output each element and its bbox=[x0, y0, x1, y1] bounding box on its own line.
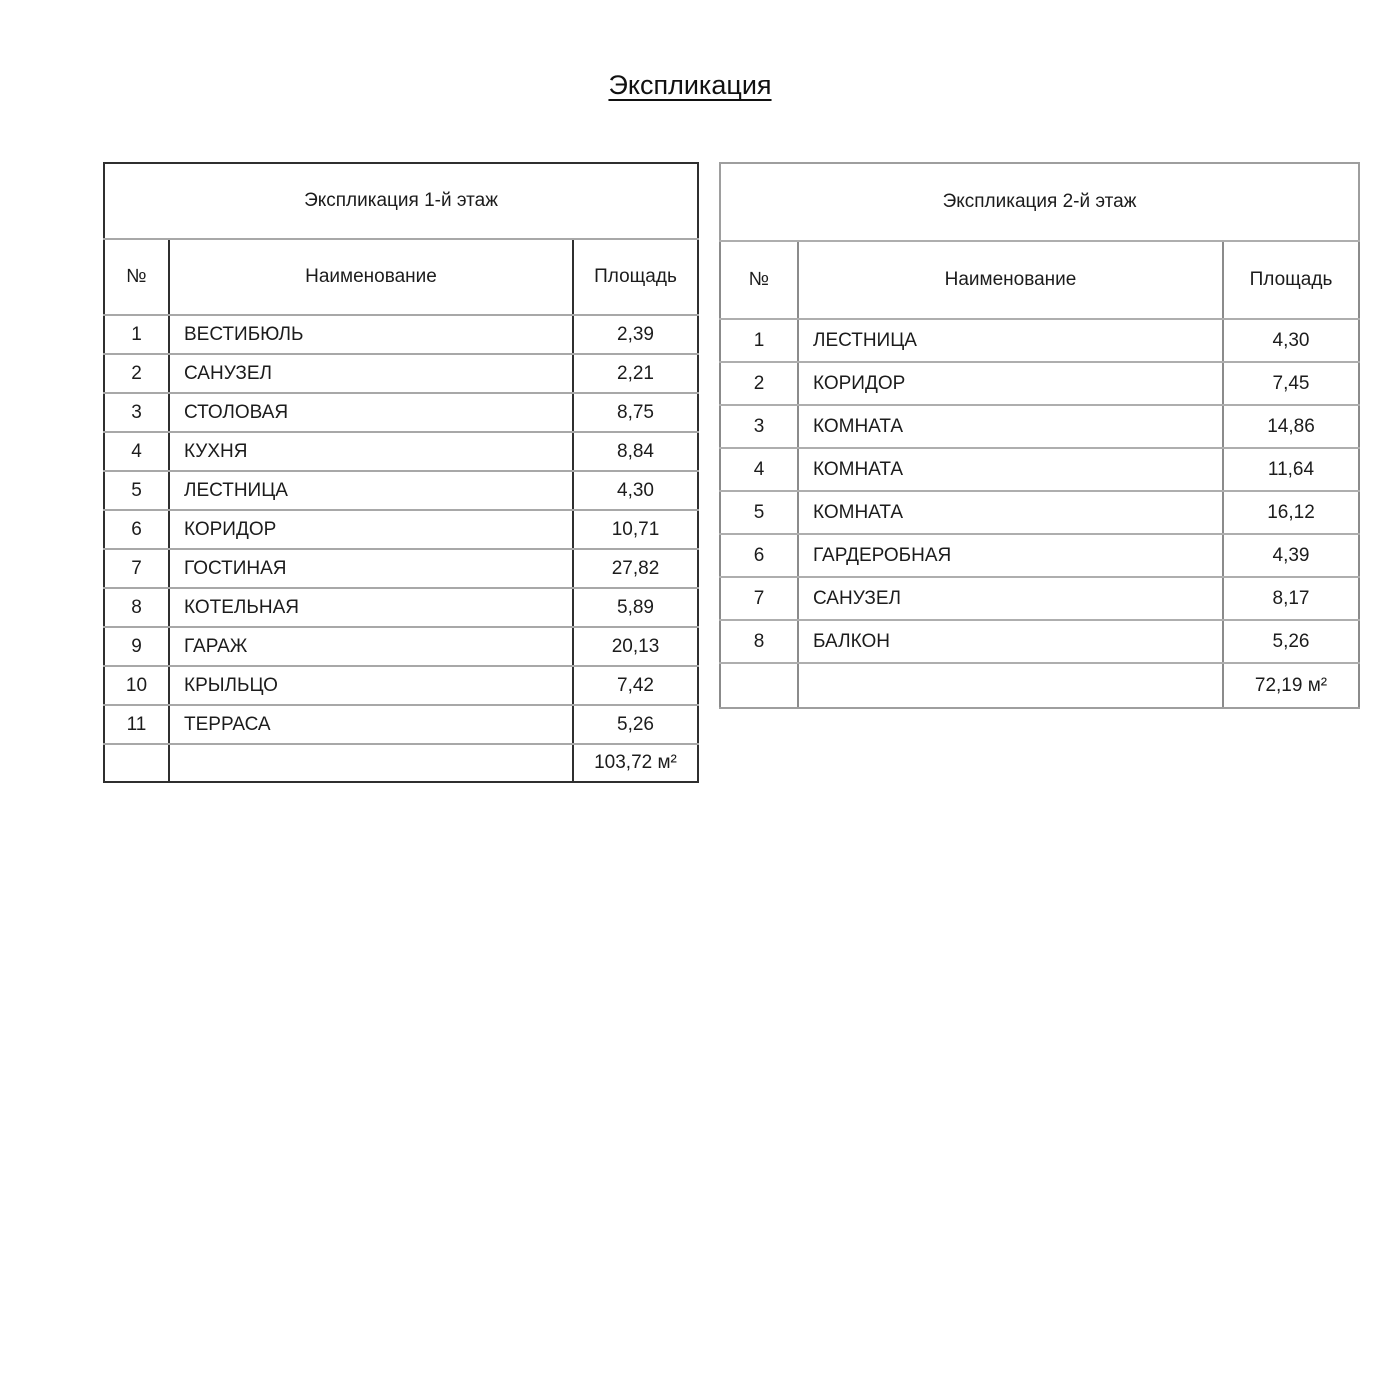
room-area: 4,30 bbox=[1223, 319, 1359, 362]
table-title-floor-2: Экспликация 2-й этаж bbox=[720, 163, 1359, 241]
table-row bbox=[104, 588, 698, 627]
table-title-row bbox=[104, 163, 698, 239]
table-row bbox=[104, 627, 698, 666]
room-area: 5,89 bbox=[573, 588, 698, 627]
row-number: 5 bbox=[104, 471, 169, 510]
room-area: 11,64 bbox=[1223, 448, 1359, 491]
column-header-number: № bbox=[720, 241, 798, 319]
table-row bbox=[104, 393, 698, 432]
explication-table-floor-2 bbox=[719, 162, 1360, 709]
table-row bbox=[720, 491, 1359, 534]
row-number: 3 bbox=[104, 393, 169, 432]
table-total-row bbox=[720, 663, 1359, 708]
table-title-row bbox=[720, 163, 1359, 241]
room-area: 5,26 bbox=[573, 705, 698, 744]
row-number: 2 bbox=[104, 354, 169, 393]
row-number: 5 bbox=[720, 491, 798, 534]
room-name: КОМНАТА bbox=[798, 405, 1223, 448]
total-row-empty-number bbox=[720, 663, 798, 708]
table-row bbox=[720, 362, 1359, 405]
room-area: 7,45 bbox=[1223, 362, 1359, 405]
room-name: ГАРДЕРОБНАЯ bbox=[798, 534, 1223, 577]
room-area: 8,75 bbox=[573, 393, 698, 432]
row-number: 8 bbox=[720, 620, 798, 663]
room-area: 20,13 bbox=[573, 627, 698, 666]
page-title: Экспликация bbox=[608, 70, 772, 100]
total-row-empty-name bbox=[798, 663, 1223, 708]
room-name: КОМНАТА bbox=[798, 448, 1223, 491]
room-area: 27,82 bbox=[573, 549, 698, 588]
row-number: 2 bbox=[720, 362, 798, 405]
room-name: КОТЕЛЬНАЯ bbox=[169, 588, 573, 627]
room-area: 8,84 bbox=[573, 432, 698, 471]
room-name: ВЕСТИБЮЛЬ bbox=[169, 315, 573, 354]
table-total-row bbox=[104, 744, 698, 782]
row-number: 3 bbox=[720, 405, 798, 448]
column-header-name: Наименование bbox=[169, 239, 573, 315]
room-name: ЛЕСТНИЦА bbox=[169, 471, 573, 510]
room-name: КОМНАТА bbox=[798, 491, 1223, 534]
row-number: 6 bbox=[720, 534, 798, 577]
table-row bbox=[720, 319, 1359, 362]
column-header-area: Площадь bbox=[573, 239, 698, 315]
room-area: 14,86 bbox=[1223, 405, 1359, 448]
row-number: 9 bbox=[104, 627, 169, 666]
table-row bbox=[104, 354, 698, 393]
table-row bbox=[104, 315, 698, 354]
table-row bbox=[720, 577, 1359, 620]
room-area: 4,39 bbox=[1223, 534, 1359, 577]
table-row bbox=[104, 705, 698, 744]
row-number: 10 bbox=[104, 666, 169, 705]
room-name: САНУЗЕЛ bbox=[798, 577, 1223, 620]
room-area: 2,39 bbox=[573, 315, 698, 354]
room-name: ТЕРРАСА bbox=[169, 705, 573, 744]
table-row bbox=[104, 471, 698, 510]
room-area: 8,17 bbox=[1223, 577, 1359, 620]
room-name: ГОСТИНАЯ bbox=[169, 549, 573, 588]
row-number: 4 bbox=[720, 448, 798, 491]
table-header-row bbox=[720, 241, 1359, 319]
table-row bbox=[720, 448, 1359, 491]
row-number: 7 bbox=[720, 577, 798, 620]
total-area-floor-2: 72,19 м² bbox=[1223, 663, 1359, 708]
table-row bbox=[720, 620, 1359, 663]
room-name: ЛЕСТНИЦА bbox=[798, 319, 1223, 362]
room-area: 2,21 bbox=[573, 354, 698, 393]
room-name: КОРИДОР bbox=[798, 362, 1223, 405]
room-name: КОРИДОР bbox=[169, 510, 573, 549]
total-row-empty-number bbox=[104, 744, 169, 782]
explication-table-floor-1 bbox=[103, 162, 699, 783]
room-name: САНУЗЕЛ bbox=[169, 354, 573, 393]
row-number: 6 bbox=[104, 510, 169, 549]
total-area-floor-1: 103,72 м² bbox=[573, 744, 698, 782]
total-row-empty-name bbox=[169, 744, 573, 782]
row-number: 7 bbox=[104, 549, 169, 588]
room-area: 7,42 bbox=[573, 666, 698, 705]
table-row bbox=[104, 510, 698, 549]
table-header-row bbox=[104, 239, 698, 315]
table-row bbox=[104, 666, 698, 705]
room-area: 5,26 bbox=[1223, 620, 1359, 663]
room-name: БАЛКОН bbox=[798, 620, 1223, 663]
room-name: КУХНЯ bbox=[169, 432, 573, 471]
room-area: 10,71 bbox=[573, 510, 698, 549]
column-header-area: Площадь bbox=[1223, 241, 1359, 319]
room-name: ГАРАЖ bbox=[169, 627, 573, 666]
table-row bbox=[720, 405, 1359, 448]
row-number: 1 bbox=[720, 319, 798, 362]
row-number: 4 bbox=[104, 432, 169, 471]
row-number: 8 bbox=[104, 588, 169, 627]
room-name: СТОЛОВАЯ bbox=[169, 393, 573, 432]
table-row bbox=[104, 432, 698, 471]
room-area: 4,30 bbox=[573, 471, 698, 510]
column-header-name: Наименование bbox=[798, 241, 1223, 319]
table-title-floor-1: Экспликация 1-й этаж bbox=[104, 163, 698, 239]
column-header-number: № bbox=[104, 239, 169, 315]
table-row bbox=[720, 534, 1359, 577]
row-number: 1 bbox=[104, 315, 169, 354]
table-row bbox=[104, 549, 698, 588]
room-area: 16,12 bbox=[1223, 491, 1359, 534]
row-number: 11 bbox=[104, 705, 169, 744]
room-name: КРЫЛЬЦО bbox=[169, 666, 573, 705]
